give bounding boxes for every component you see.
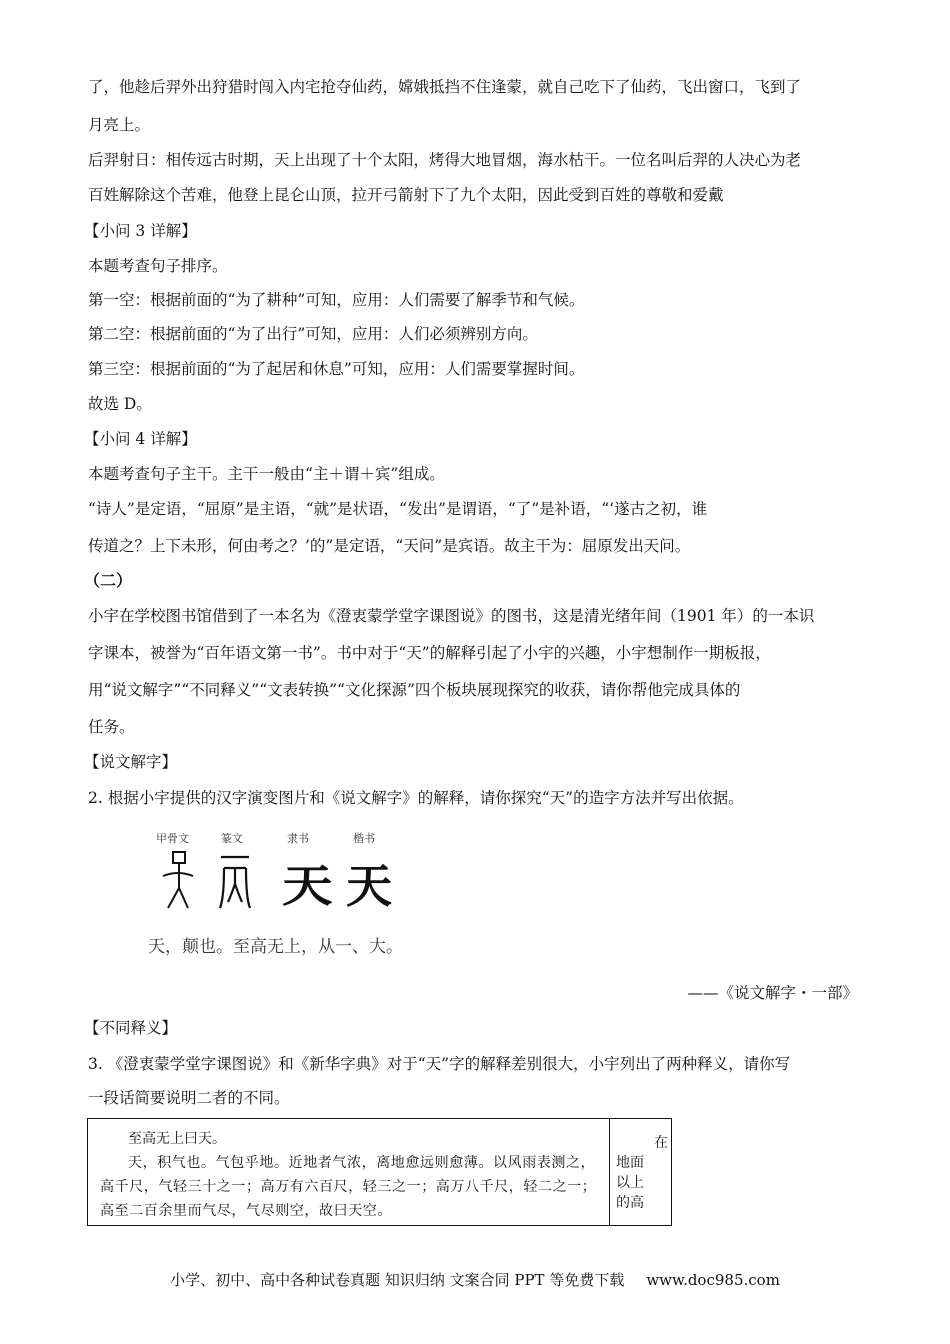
q3-detail-header: 【小问 3 详解】 [84,222,197,240]
q3-intro: 本题考查句子排序。 [88,257,228,275]
intro-line3: 用“说文解字”“不同释义”“文表转换”“文化探源”四个板块展现探究的收获，请你帮他完成具体的 [88,681,741,699]
definition-heading: 至高无上曰天。 [128,1131,226,1147]
q3-blank1: 第一空：根据前面的“为了耕种”可知，应用：人们需要了解季节和气候。 [88,291,585,309]
paragraph-houyi-line2: 百姓解除这个苦难，他登上昆仑山顶，拉开弓箭射下了九个太阳，因此受到百姓的尊敬和爱戴 [88,186,724,204]
paragraph-chang-e-line1: 了，他趁后羿外出狩猎时闯入内宅抢夺仙药，嫦娥抵挡不住逢蒙，就自己吃下了仙药，飞出窗口，飞到了 [88,78,802,96]
question-3-line2: 一段话简要说明二者的不同。 [88,1089,290,1107]
label-oracle-bone: 甲骨文 [156,832,189,845]
oracle-bone-tian-glyph [160,848,196,912]
footer-text: 小学、初中、高中各种试卷真题 知识归纳 文案合同 PPT 等免费下载 [170,1271,625,1289]
module-different-meanings-title: 【不同释义】 [84,1019,178,1037]
q3-answer: 故选 D。 [88,395,152,413]
intro-line2: 字课本，被誉为“百年语文第一书”。书中对于“天”的解释引起了小宇的兴趣，小宇想制作一期板报， [88,644,771,662]
label-seal-script: 篆文 [221,832,243,845]
shuowen-source: ——《说文解字・一部》 [687,984,858,1002]
page-footer [0,1269,950,1290]
xinhua-line: 地面 [616,1155,644,1171]
chengzhong-definition-cell [88,1119,610,1225]
section-title: （二） [84,571,133,590]
paragraph-houyi-line1: 后羿射日：相传远古时期，天上出现了十个太阳，烤得大地冒烟，海水枯干。一位名叫后羿的人决心为老 [88,151,802,169]
regular-script-tian-glyph: 天 [346,859,392,913]
xinhua-line: 在 [654,1135,668,1151]
q4-detail-header: 【小问 4 详解】 [84,430,197,448]
label-clerical-script: 隶书 [287,832,309,845]
q3-blank2: 第二空：根据前面的“为了出行”可知，应用：人们必须辨别方向。 [88,325,538,343]
xinhua-line: 的高 [616,1195,644,1211]
module-shuowen-title: 【说文解字】 [84,753,178,771]
question-2: 2. 根据小宇提供的汉字演变图片和《说文解字》的解释，请你探究“天”的造字方法并写出依据。 [88,789,744,807]
definition-body: 天，积气也。气包乎地。近地者气浓，离地愈远则愈薄。以风雨表测之，高千尺，气轻三十之一；高万有六百尺，轻三之一；高万八千尺，轻二之一；高至二百余里而气尽，气尽则空，故曰天空。 [100,1155,597,1219]
paragraph-chang-e-line2: 月亮上。 [88,116,151,134]
xinhua-line: 以上 [616,1175,644,1191]
q3-blank3: 第三空：根据前面的“为了起居和休息”可知，应用：人们需要掌握时间。 [88,360,585,378]
xinhua-definition-cell [616,1133,668,1213]
question-3-line1: 3. 《澄衷蒙学堂字课图说》和《新华字典》对于“天”字的解释差别很大，小宇列出了两种释义，请你写 [88,1055,791,1073]
intro-line4: 任务。 [88,718,135,736]
label-regular-script: 楷书 [353,832,375,845]
q4-intro: 本题考查句子主干。主干一般由“主＋谓＋宾”组成。 [88,465,445,483]
definitions-table [87,1118,672,1226]
intro-line1: 小宇在学校图书馆借到了一本名为《澄衷蒙学堂字课图说》的图书，这是清光绪年间（1901 年）的一本识 [88,607,815,625]
seal-script-tian-glyph [216,848,254,912]
clerical-script-tian-glyph: 天 [282,861,333,912]
q4-line1: “诗人”是定语，“屈原”是主语，“就”是状语，“发出”是谓语，“了”是补语，“‘遂古之初，谁 [88,500,708,518]
shuowen-explanation: 天，颠也。至高无上，从一、大。 [148,937,403,957]
q4-line2: 传道之？上下未形，何由考之？’的”是定语，“天问”是宾语。故主干为：屈原发出天问。 [88,537,691,555]
footer-site-link[interactable]: www.doc985.com [646,1271,780,1289]
